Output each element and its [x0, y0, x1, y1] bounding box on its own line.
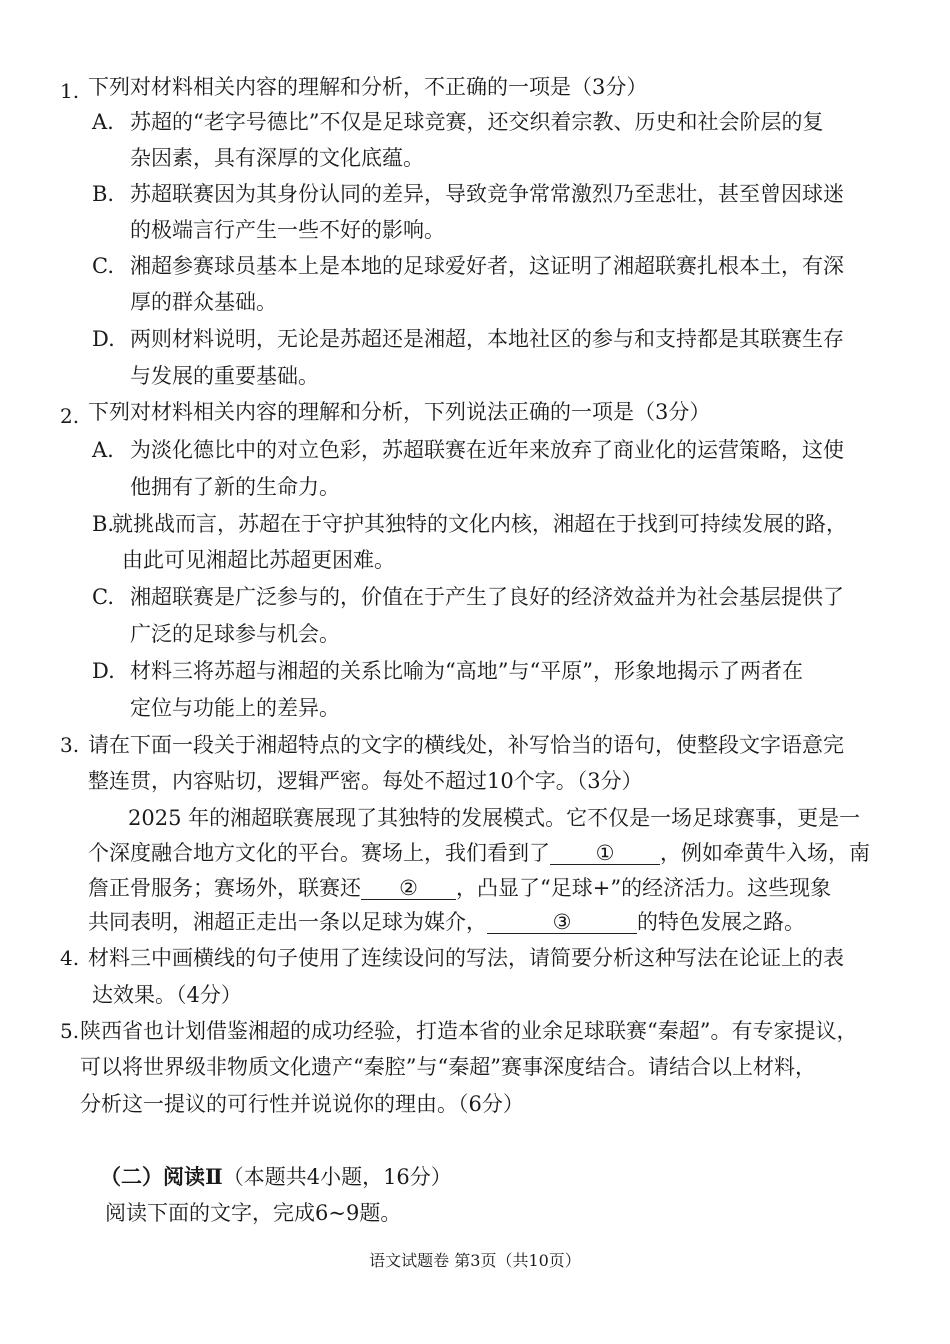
question-stem: 分析这一提议的可行性并说说你的理由。（6分）: [80, 1092, 524, 1116]
option-text: 两则材料说明，无论是苏超还是湘超，本地社区的参与和支持都是其联赛生存: [130, 327, 844, 351]
option-text: 广泛的足球参与机会。: [130, 622, 340, 646]
option-letter: C.: [92, 585, 114, 609]
question-stem: 下列对材料相关内容的理解和分析，不正确的一项是（3分）: [88, 75, 648, 99]
option-text: 由此可见湘超比苏超更困难。: [122, 548, 395, 572]
passage-line: [88, 840, 870, 866]
option-text: 就挑战而言，苏超在于守护其独特的文化内核，湘超在于找到可持续发展的路，: [112, 512, 847, 536]
question-number: 4.: [60, 946, 80, 970]
section-title: （二）阅读Ⅱ: [100, 1164, 223, 1189]
question-stem: 下列对材料相关内容的理解和分析，下列说法正确的一项是（3分）: [88, 400, 711, 424]
option-text: 与发展的重要基础。: [130, 364, 319, 388]
question-stem: 请在下面一段关于湘超特点的文字的横线处，补写恰当的语句，使整段文字语意完: [88, 733, 844, 757]
page-footer: 语文试题卷 第3页（共10页）: [369, 1251, 581, 1270]
passage-line: 2025 年的湘超联赛展现了其独特的发展模式。它不仅是一场足球赛事，更是一: [128, 806, 861, 830]
option-letter: A.: [92, 438, 114, 462]
option-letter: B.: [92, 182, 115, 206]
option-text: 材料三将苏超与湘超的关系比喻为“高地”与“平原”，形象地揭示了两者在: [130, 659, 803, 683]
passage-text: 詹正骨服务；赛场外，联赛还: [88, 876, 361, 900]
passage-text: 个深度融合地方文化的平台。赛场上，我们看到了: [88, 841, 550, 865]
passage-line: [88, 875, 831, 901]
section-instruction: 阅读下面的文字，完成6~9题。: [105, 1201, 402, 1225]
passage-text: 的特色发展之路。: [637, 910, 805, 934]
passage-line: [88, 909, 805, 935]
passage-text: ，凸显了“足球+”的经济活力。这些现象: [456, 876, 832, 900]
blank-3: ③: [487, 911, 637, 934]
option-letter: D.: [92, 327, 115, 351]
question-stem: 达效果。（4分）: [92, 983, 242, 1007]
question-stem: 整连贯，内容贴切，逻辑严密。每处不超过10个字。（3分）: [88, 769, 643, 793]
question-number: 3.: [60, 733, 80, 757]
option-letter: A.: [92, 110, 114, 134]
option-text: 苏超的“老字号德比”不仅是足球竞赛，还交织着宗教、历史和社会阶层的复: [130, 110, 824, 134]
option-text: 湘超参赛球员基本上是本地的足球爱好者，这证明了湘超联赛扎根本土，有深: [130, 254, 844, 278]
option-letter: B.: [92, 512, 115, 536]
question-number: 2.: [60, 404, 80, 428]
option-text: 湘超联赛是广泛参与的，价值在于产生了良好的经济效益并为社会基层提供了: [130, 585, 844, 609]
option-text: 定位与功能上的差异。: [130, 696, 340, 720]
section-heading: [100, 1164, 452, 1190]
section-note: （本题共4小题，16分）: [222, 1165, 452, 1189]
option-letter: C.: [92, 254, 114, 278]
option-text: 厚的群众基础。: [130, 290, 277, 314]
question-stem: 材料三中画横线的句子使用了连续设问的写法，请简要分析这种写法在论证上的表: [88, 946, 844, 970]
option-letter: D.: [92, 659, 115, 683]
blank-1: ①: [550, 842, 660, 865]
option-text: 杂因素，具有深厚的文化底蕴。: [130, 146, 424, 170]
option-text: 为淡化德比中的对立色彩，苏超联赛在近年来放弃了商业化的运营策略，这使: [130, 438, 844, 462]
passage-text: ，例如牵黄牛入场，南: [660, 841, 870, 865]
question-number: 1.: [60, 79, 80, 103]
option-text: 的极端言行产生一些不好的影响。: [130, 218, 445, 242]
question-number: 5.: [60, 1019, 80, 1043]
blank-2: ②: [361, 877, 456, 900]
question-stem: 可以将世界级非物质文化遗产“秦腔”与“秦超”赛事深度结合。请结合以上材料，: [80, 1055, 816, 1079]
option-text: 苏超联赛因为其身份认同的差异，导致竞争常常激烈乃至悲壮，甚至曾因球迷: [130, 182, 844, 206]
question-stem: 陕西省也计划借鉴湘超的成功经验，打造本省的业余足球联赛“秦超”。有专家提议，: [80, 1019, 858, 1043]
passage-text: 共同表明，湘超正走出一条以足球为媒介，: [88, 910, 487, 934]
option-text: 他拥有了新的生命力。: [130, 475, 340, 499]
